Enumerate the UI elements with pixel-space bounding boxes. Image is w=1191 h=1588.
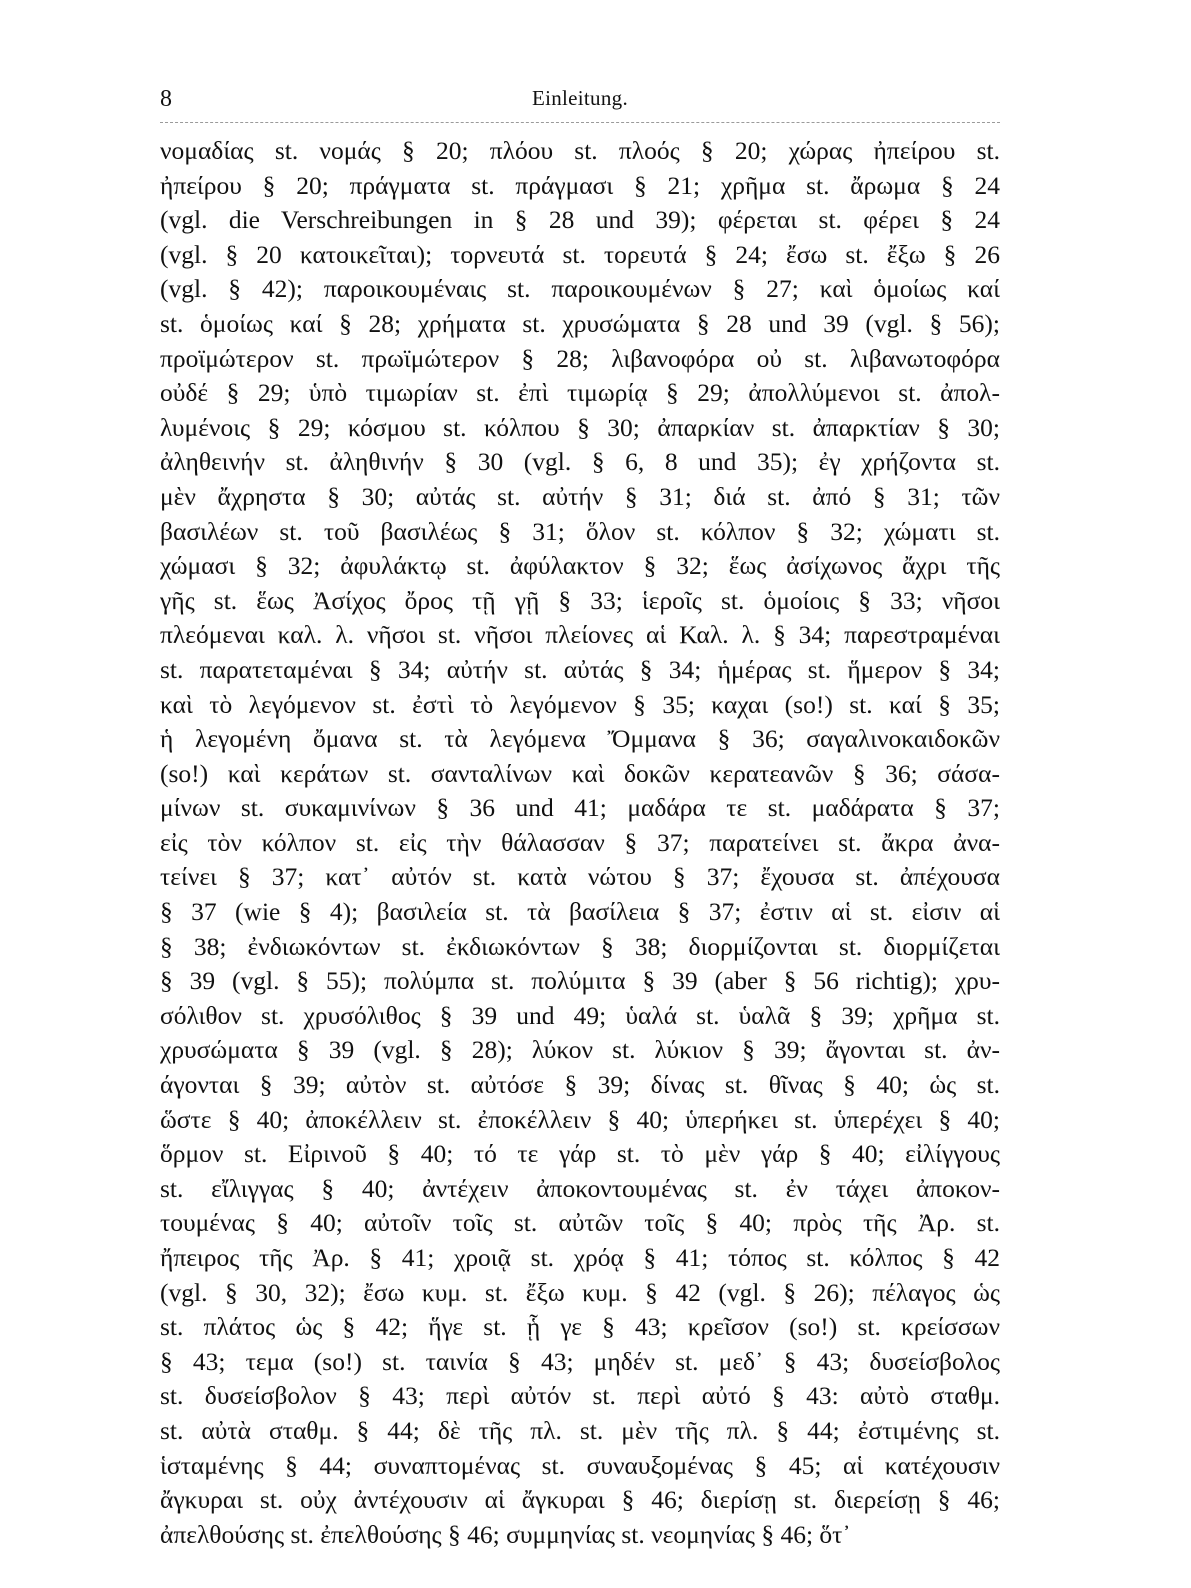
text-line: § 38; ἐνδιωκόντων st. ἐκδιωκόντων § 38; διορμίζονται st. διορμίζεται	[160, 931, 1000, 961]
running-head	[160, 86, 1000, 126]
text-line: § 39 (vgl. § 55); πολύμπα st. πολύμιτα § 39 (aber § 56 richtig); χρυ-	[160, 966, 1000, 996]
text-line: νομαδίας st. νομάς § 20; πλόου st. πλοός § 20; χώρας ἠπείρου st.	[160, 136, 1000, 165]
text-line: § 43; τεμα (so!) st. ταινία § 43; μηδέν st. μεδ᾽ § 43; δυσείσβολος	[160, 1346, 1000, 1376]
text-line: st. πλάτος ὡς § 42; ἥγε st. ᾗ γε § 43; κρεῖσον (so!) st. κρείσσων	[160, 1312, 1000, 1342]
text-line: μίνων st. συκαμινίνων § 36 und 41; μαδάρα τε st. μαδάρατα § 37;	[160, 793, 1000, 823]
text-line: χρυσώματα § 39 (vgl. § 28); λύκον st. λύκιον § 39; ἄγονται st. ἀν-	[160, 1035, 1000, 1065]
text-line: st. αὐτὰ σταθμ. § 44; δὲ τῆς πλ. st. μὲν τῆς πλ. § 44; ἐστιμένης st.	[160, 1415, 1000, 1445]
text-line: st. εἴλιγγας § 40; ἀντέχειν ἀποκοντουμένας st. ἐν τάχει ἀποκον-	[160, 1173, 1000, 1203]
text-line: οὐδέ § 29; ὑπὸ τιμωρίαν st. ἐπὶ τιμωρίᾳ § 29; ἀπολλύμενοι st. ἀπολ-	[160, 378, 1000, 408]
text-line: ἠπείρου § 20; πράγματα st. πράγμασι § 21; χρῆμα st. ἄρωμα § 24	[160, 170, 1000, 200]
text-line: ἡ λεγομένη ὄμανα st. τὰ λεγόμενα Ὄμμανα § 36; σαγαλινοκαιδοκῶν	[160, 724, 1000, 754]
text-line: εἰς τὸν κόλπον st. εἰς τὴν θάλασσαν § 37; παρατείνει st. ἄκρα ἀνα-	[160, 827, 1000, 857]
text-line: (vgl. § 30, 32); ἔσω κυμ. st. ἔξω κυμ. § 42 (vgl. § 26); πέλαγος ὡς	[160, 1277, 1000, 1307]
text-line: βασιλέων st. τοῦ βασιλέως § 31; ὅλον st. κόλπον § 32; χώματι st.	[160, 516, 1000, 546]
header-rule	[160, 122, 1000, 123]
text-line: ἄγκυραι st. οὐχ ἀντέχουσιν αἱ ἄγκυραι § 46; διερίσῃ st. διερείσῃ § 46;	[160, 1485, 1000, 1515]
text-line: (vgl. § 20 κατοικεῖται); τορνευτά st. τορευτά § 24; ἔσω st. ἔξω § 26	[160, 239, 1000, 269]
text-line: καὶ τὸ λεγόμενον st. ἐστὶ τὸ λεγόμενον § 35; καχαι (so!) st. καί § 35;	[160, 689, 1000, 719]
body-text	[160, 134, 1000, 1552]
book-page	[160, 86, 1000, 1552]
text-line: τουμένας § 40; αὐτοῖν τοῖς st. αὐτῶν τοῖς § 40; πρὸς τῆς Ἀρ. st.	[160, 1208, 1000, 1238]
text-line: χώμασι § 32; ἀφυλάκτῳ st. ἀφύλακτον § 32; ἕως ἀσίχωνος ἄχρι τῆς	[160, 551, 1000, 581]
text-line: § 37 (wie § 4); βασιλεία st. τὰ βασίλεια § 37; ἐστιν αἱ st. εἰσιν αἱ	[160, 897, 1000, 927]
text-line: (vgl. § 42); παροικουμέναις st. παροικουμένων § 27; καὶ ὁμοίως καί	[160, 274, 1000, 304]
running-head-title: Einleitung.	[531, 86, 629, 110]
text-line: st. ὁμοίως καί § 28; χρήματα st. χρυσώματα § 28 und 39 (vgl. § 56);	[160, 308, 1000, 338]
text-line: st. δυσείσβολον § 43; περὶ αὐτόν st. περὶ αὐτό § 43: αὐτὸ σταθμ.	[160, 1381, 1000, 1411]
text-line: τείνει § 37; κατ᾽ αὐτόν st. κατὰ νώτου § 37; ἔχουσα st. ἀπέχουσα	[160, 862, 1000, 892]
text-line: (so!) καὶ κεράτων st. σανταλίνων καὶ δοκῶν κερατεανῶν § 36; σάσα-	[160, 758, 1000, 788]
text-line: πλεόμεναι καλ. λ. νῆσοι st. νῆσοι πλείονες αἱ Καλ. λ. § 34; παρεστραμέναι	[160, 620, 1000, 650]
text-line: ἀληθεινήν st. ἀληθινήν § 30 (vgl. § 6, 8 und 35); ἐγ χρήζοντα st.	[160, 447, 1000, 477]
text-line: ἤπειρος τῆς Ἀρ. § 41; χροιᾷ st. χρόᾳ § 41; τόπος st. κόλπος § 42	[160, 1243, 1000, 1272]
text-line: ἱσταμένης § 44; συναπτομένας st. συναυξομένας § 45; αἱ κατέχουσιν	[160, 1450, 1000, 1480]
text-line: μὲν ἄχρηστα § 30; αὐτάς st. αὐτήν § 31; διά st. ἀπό § 31; τῶν	[160, 481, 1000, 511]
text-line: άγονται § 39; αὐτὸν st. αὐτόσε § 39; δίνας st. θῖνας § 40; ὡς st.	[160, 1070, 1000, 1100]
text-line: σόλιθον st. χρυσόλιθος § 39 und 49; ὑαλά st. ὑαλᾶ § 39; χρῆμα st.	[160, 1000, 1000, 1030]
text-line: γῆς st. ἕως Ἀσίχος ὄρος τῇ γῇ § 33; ἱεροῖς st. ὁμοίοις § 33; νῆσοι	[160, 585, 1000, 615]
text-line: ἀπελθούσης st. ἐπελθούσης § 46; συμμηνίας st. νεομηνίας § 46; ὅτ᾽	[160, 1519, 851, 1549]
page-number: 8	[160, 86, 172, 112]
text-line: st. παρατεταμέναι § 34; αὐτήν st. αὐτάς § 34; ἡμέρας st. ἥμερον § 34;	[160, 654, 1000, 684]
text-line: ὅρμον st. Εἰρινοῦ § 40; τό τε γάρ st. τὸ μὲν γάρ § 40; εἰλίγγους	[160, 1139, 1000, 1169]
text-line: λυμένοις § 29; κόσμου st. κόλπου § 30; ἀπαρκίαν st. ἀπαρκτίαν § 30;	[160, 412, 1000, 442]
text-line: προϊμώτερον st. πρωϊμώτερον § 28; λιβανοφόρα οὐ st. λιβανωτοφόρα	[160, 343, 1000, 373]
text-line: (vgl. die Verschreibungen in § 28 und 39); φέρεται st. φέρει § 24	[160, 205, 1000, 235]
text-line: ὥστε § 40; ἀποκέλλειν st. ἐποκέλλειν § 40; ὑπερήκει st. ὑπερέχει § 40;	[160, 1104, 1000, 1134]
